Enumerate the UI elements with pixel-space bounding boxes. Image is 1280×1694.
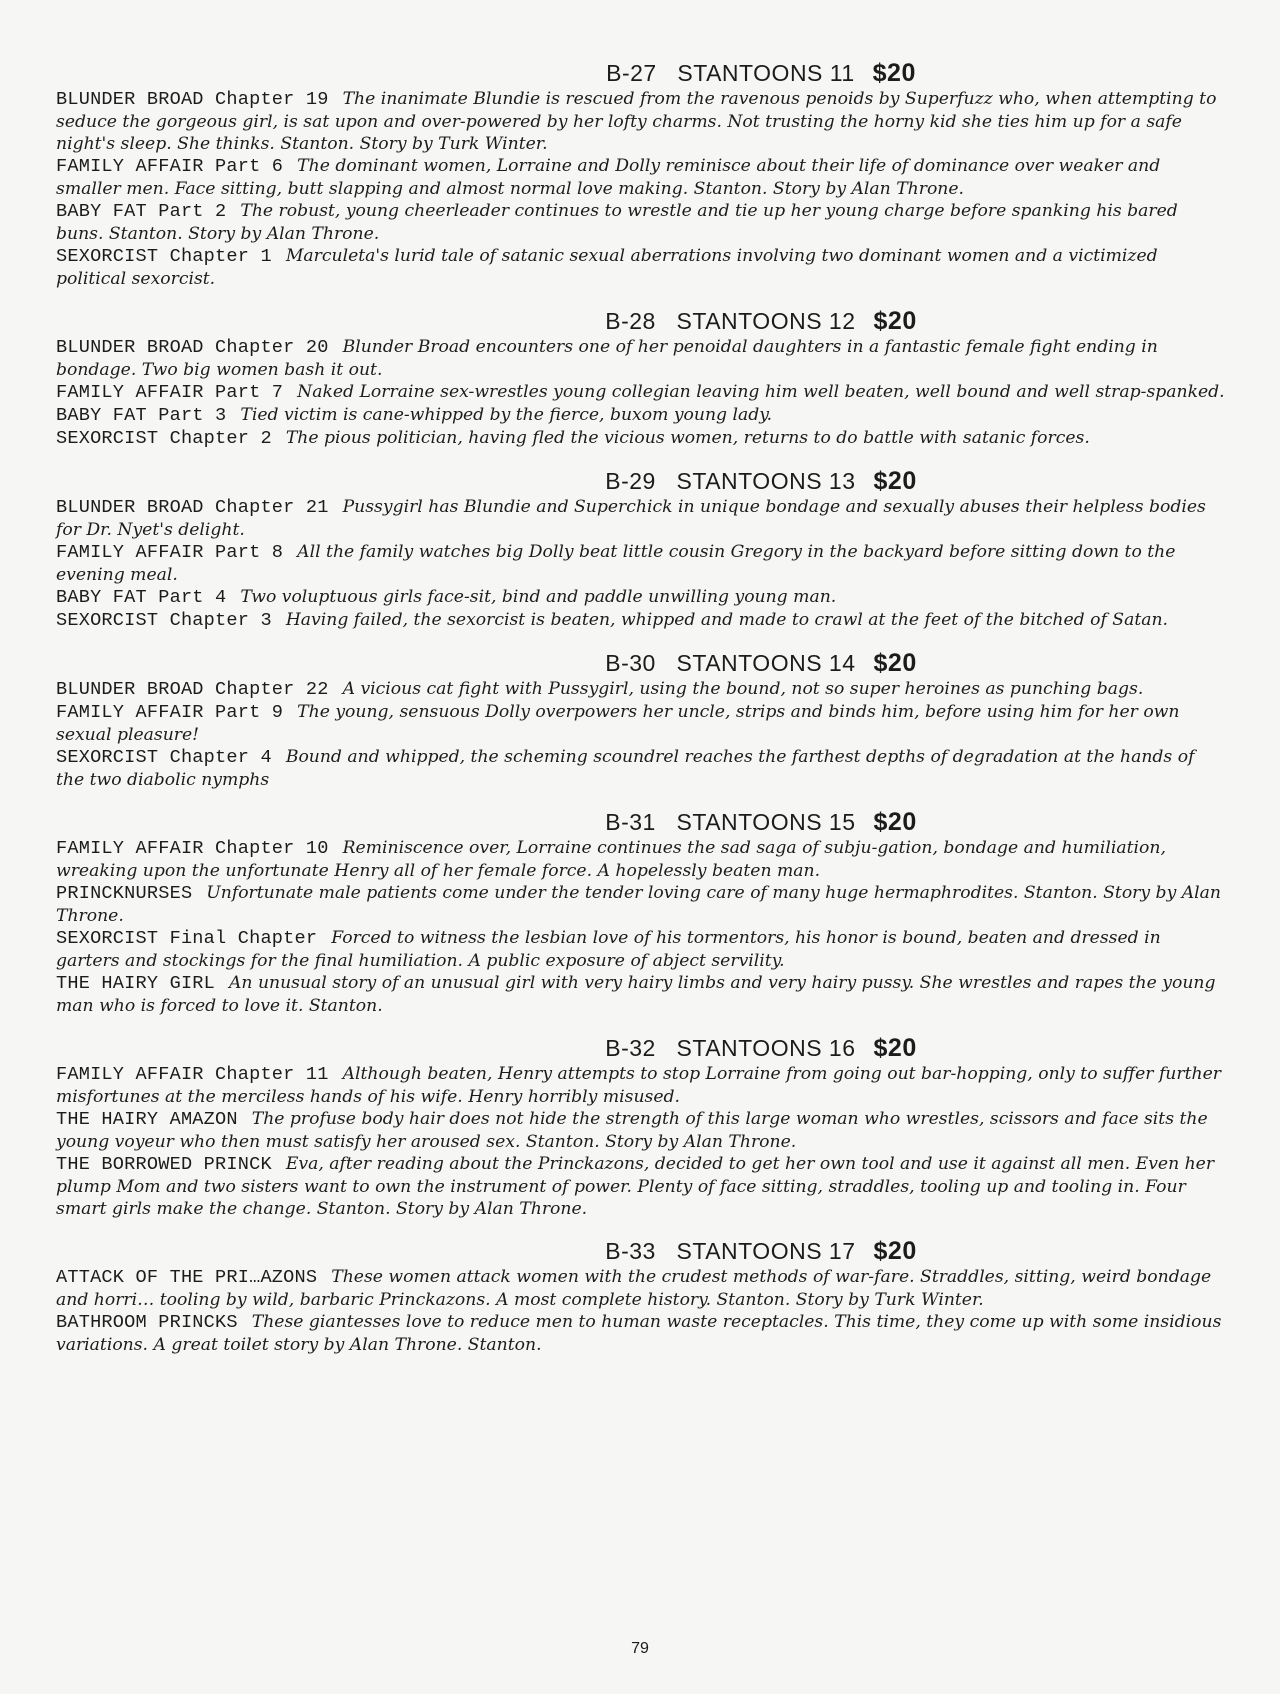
catalog-entry — [56, 245, 1226, 290]
entry-title: FAMILY AFFAIR Chapter 10 — [56, 838, 329, 859]
section-name: STANTOONS 11 — [677, 60, 855, 86]
entry-description: The dominant women, Lorraine and Dolly reminisce about their life of dominance over weaker and smaller men. Face sitting, butt slapping and almost normal love making. Stanton. Story by Alan Throne. — [56, 156, 1161, 199]
section-code: B-32 — [605, 1035, 656, 1061]
section-code: B-29 — [605, 468, 656, 494]
catalog-entry — [56, 427, 1226, 450]
section-heading — [56, 1238, 1226, 1264]
entry-description: Bound and whipped, the scheming scoundrel reaches the farthest depths of degradation at the hands of the two diabolic nymphs — [56, 747, 1195, 790]
entry-title: BLUNDER BROAD Chapter 20 — [56, 337, 329, 358]
entry-description: The young, sensuous Dolly overpowers her uncle, strips and binds him, before using him for her own sexual pleasure! — [56, 702, 1180, 745]
section-heading — [56, 60, 1226, 86]
entry-title: ATTACK OF THE PRI…AZONS — [56, 1267, 318, 1288]
section-code: B-30 — [605, 650, 656, 676]
entry-title: BABY FAT Part 3 — [56, 405, 227, 426]
entry-description: Two voluptuous girls face-sit, bind and paddle unwilling young man. — [240, 587, 837, 607]
catalog-entry — [56, 1311, 1226, 1356]
entry-description: Naked Lorraine sex-wrestles young collegian leaving him well beaten, well bound and well strap-spanked. — [297, 382, 1225, 402]
section-code: B-31 — [605, 809, 656, 835]
entry-description: Although beaten, Henry attempts to stop Lorraine from going out bar-hopping, only to suffer further misfortunes at the merciless hands of his wife. Henry horribly misused. — [56, 1064, 1221, 1107]
section-name: STANTOONS 14 — [676, 650, 856, 676]
catalog-section — [56, 809, 1226, 1017]
entry-title: BABY FAT Part 2 — [56, 201, 227, 222]
entry-title: FAMILY AFFAIR Chapter 11 — [56, 1064, 329, 1085]
entry-title: SEXORCIST Chapter 2 — [56, 428, 272, 449]
catalog-entry — [56, 609, 1226, 632]
entry-description: The profuse body hair does not hide the strength of this large woman who wrestles, scissors and face sits the young voyeur who then must satisfy her aroused sex. Stanton. Story by Alan Throne. — [56, 1109, 1208, 1152]
section-code: B-28 — [605, 308, 656, 334]
catalog-entry — [56, 155, 1226, 200]
entry-title: THE HAIRY GIRL — [56, 973, 216, 994]
catalog-section — [56, 1035, 1226, 1220]
section-price: $20 — [872, 59, 916, 87]
entry-description: The inanimate Blundie is rescued from the ravenous penoids by Superfuzz who, when attempting to seduce the gorgeous girl, is sat upon and over-powered by her lofty charms. Not trusting the horny kid she ties him up for a safe night's sleep. She thinks. Stanton. Story by Turk Winter. — [56, 89, 1217, 154]
catalog-entry — [56, 678, 1226, 701]
catalog-entry — [56, 586, 1226, 609]
entry-title: SEXORCIST Chapter 3 — [56, 610, 272, 631]
catalog-entry — [56, 336, 1226, 381]
catalog-entry — [56, 496, 1226, 541]
entry-title: SEXORCIST Chapter 4 — [56, 747, 272, 768]
section-price: $20 — [873, 1237, 917, 1265]
entry-description: A vicious cat fight with Pussygirl, using the bound, not so super heroines as punching bags. — [342, 679, 1144, 699]
entry-description: These women attack women with the crudest methods of war-fare. Straddles, sitting, weird bondage and horri… tooling by wild, barbaric Princkazons. A most complete history. Stanton. Story by Turk Winter. — [56, 1267, 1212, 1310]
entry-description: Unfortunate male patients come under the tender loving care of many huge hermaphrodites. Stanton. Story by Alan Throne. — [56, 883, 1221, 926]
entry-title: THE BORROWED PRINCK — [56, 1154, 272, 1175]
entry-title: PRINCKNURSES — [56, 883, 193, 904]
catalog-entry — [56, 882, 1226, 927]
catalog-entry — [56, 1266, 1226, 1311]
section-name: STANTOONS 12 — [676, 308, 856, 334]
catalog-section — [56, 1238, 1226, 1356]
section-price: $20 — [873, 808, 917, 836]
catalog-entry — [56, 927, 1226, 972]
catalog-entry — [56, 404, 1226, 427]
catalog-entry — [56, 972, 1226, 1017]
page-number: 79 — [631, 1640, 649, 1657]
entry-title: SEXORCIST Final Chapter — [56, 928, 318, 949]
entry-description: The pious politician, having fled the vicious women, returns to do battle with satanic forces. — [285, 428, 1090, 448]
section-heading — [56, 1035, 1226, 1061]
section-name: STANTOONS 16 — [676, 1035, 856, 1061]
catalog-entry — [56, 381, 1226, 404]
section-price: $20 — [873, 467, 917, 495]
catalog-section — [56, 60, 1226, 290]
section-heading — [56, 308, 1226, 334]
entry-title: BATHROOM PRINCKS — [56, 1312, 238, 1333]
catalog-section — [56, 650, 1226, 791]
entry-description: Reminiscence over, Lorraine continues the sad saga of subju-gation, bondage and humiliation, wreaking upon the unfortunate Henry all of her female force. A hopelessly beaten man. — [56, 838, 1166, 881]
entry-description: These giantesses love to reduce men to human waste receptacles. This time, they come up with some insidious variations. A great toilet story by Alan Throne. Stanton. — [56, 1312, 1222, 1355]
section-price: $20 — [873, 1034, 917, 1062]
catalog-entry — [56, 701, 1226, 746]
entry-description: All the family watches big Dolly beat little cousin Gregory in the backyard before sitting down to the evening meal. — [56, 542, 1176, 585]
entry-title: FAMILY AFFAIR Part 9 — [56, 702, 284, 723]
entry-title: BLUNDER BROAD Chapter 21 — [56, 497, 329, 518]
catalog-entry — [56, 1153, 1226, 1220]
entry-description: Forced to witness the lesbian love of his tormentors, his honor is bound, beaten and dressed in garters and stockings for the final humiliation. A public exposure of abject servility. — [56, 928, 1161, 971]
entry-title: FAMILY AFFAIR Part 8 — [56, 542, 284, 563]
section-price: $20 — [873, 307, 917, 335]
catalog-section — [56, 468, 1226, 632]
entry-title: SEXORCIST Chapter 1 — [56, 246, 272, 267]
section-name: STANTOONS 15 — [676, 809, 856, 835]
entry-title: FAMILY AFFAIR Part 7 — [56, 382, 284, 403]
entry-description: The robust, young cheerleader continues to wrestle and tie up her young charge before spanking his bared buns. Stanton. Story by Alan Throne. — [56, 201, 1178, 244]
catalog-entry — [56, 88, 1226, 155]
entry-description: An unusual story of an unusual girl with very hairy limbs and very hairy pussy. She wrestles and rapes the young man who is forced to love it. Stanton. — [56, 973, 1216, 1016]
section-price: $20 — [873, 649, 917, 677]
entry-description: Pussygirl has Blundie and Superchick in unique bondage and sexually abuses their helpless bodies for Dr. Nyet's delight. — [56, 497, 1206, 540]
section-code: B-27 — [606, 60, 657, 86]
entry-description: Tied victim is cane-whipped by the fierce, buxom young lady. — [240, 405, 773, 425]
entry-title: FAMILY AFFAIR Part 6 — [56, 156, 284, 177]
catalog-entry — [56, 837, 1226, 882]
entry-title: BLUNDER BROAD Chapter 19 — [56, 89, 329, 110]
section-heading — [56, 650, 1226, 676]
catalog-entry — [56, 200, 1226, 245]
catalog-entry — [56, 541, 1226, 586]
entry-description: Eva, after reading about the Princkazons, decided to get her own tool and use it against all men. Even her plump Mom and two sisters want to own the instrument of power. Plenty of face sitting, straddles, tooling up and tooling in. Four smart girls make the change. Stanton. Story by Alan Throne. — [56, 1154, 1215, 1219]
catalog-entry — [56, 746, 1226, 791]
entry-title: BABY FAT Part 4 — [56, 587, 227, 608]
catalog-page — [56, 60, 1226, 1374]
catalog-section — [56, 308, 1226, 450]
section-name: STANTOONS 13 — [676, 468, 856, 494]
section-name: STANTOONS 17 — [676, 1238, 856, 1264]
entry-description: Having failed, the sexorcist is beaten, whipped and made to crawl at the feet of the bitched of Satan. — [285, 610, 1169, 630]
entry-title: BLUNDER BROAD Chapter 22 — [56, 679, 329, 700]
entry-description: Blunder Broad encounters one of her penoidal daughters in a fantastic female fight ending in bondage. Two big women bash it out. — [56, 337, 1158, 380]
entry-description: Marculeta's lurid tale of satanic sexual aberrations involving two dominant women and a victimized political sexorcist. — [56, 246, 1158, 289]
section-code: B-33 — [605, 1238, 656, 1264]
section-heading — [56, 809, 1226, 835]
section-heading — [56, 468, 1226, 494]
entry-title: THE HAIRY AMAZON — [56, 1109, 238, 1130]
catalog-entry — [56, 1063, 1226, 1108]
catalog-entry — [56, 1108, 1226, 1153]
